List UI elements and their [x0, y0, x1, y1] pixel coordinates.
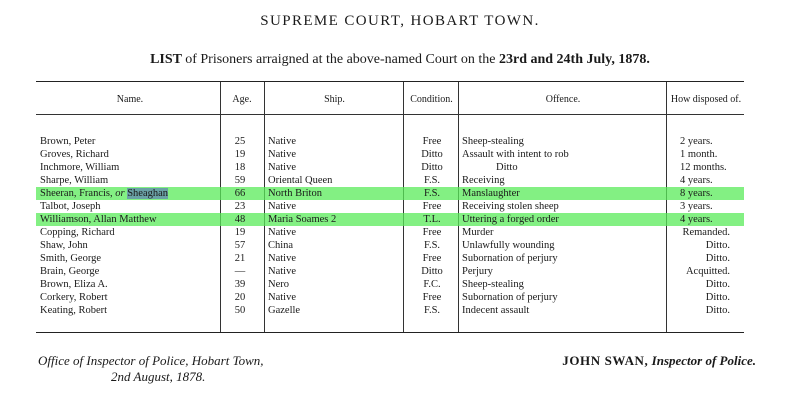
cell-age: 19 — [234, 227, 246, 238]
cell-offence: Indecent assault — [462, 305, 530, 316]
cell-name: Talbot, Joseph — [40, 201, 101, 212]
cell-age: 23 — [234, 201, 246, 212]
cell-disposed: 1 month. — [680, 149, 718, 160]
cell-condition: F.S. — [423, 188, 441, 199]
column-header-ship: Ship. — [324, 94, 345, 105]
cell-condition: Free — [422, 201, 442, 212]
cell-disposed: 8 years. — [680, 188, 713, 199]
cell-condition: Ditto — [421, 149, 443, 160]
alias-or: or — [115, 188, 125, 199]
alias-highlight: Sheaghan — [127, 188, 169, 199]
cell-ship: Gazelle — [268, 305, 301, 316]
cell-offence: Assault with intent to rob — [462, 149, 569, 160]
cell-ship: Native — [268, 227, 296, 238]
cell-name: Smith, George — [40, 253, 102, 264]
cell-disposed: Ditto. — [705, 240, 730, 251]
name-text: Sheeran, Francis, — [40, 188, 113, 199]
cell-ship: Oriental Queen — [268, 175, 333, 186]
office-signature-block — [38, 353, 264, 385]
cell-name: Brown, Peter — [40, 136, 96, 147]
column-header-disposed: How disposed of. — [670, 94, 742, 105]
cell-offence: Murder — [462, 227, 494, 238]
date-line: 2nd August, 1878. — [111, 369, 206, 384]
table-row — [36, 226, 744, 239]
cell-offence: Receiving stolen sheep — [462, 201, 559, 212]
cell-age: 21 — [234, 253, 246, 264]
cell-ship: Native — [268, 162, 296, 173]
prisoner-table — [36, 81, 744, 333]
column-header-condition: Condition. — [410, 94, 453, 105]
cell-offence: Uttering a forged order — [462, 214, 559, 225]
cell-condition: F.S. — [423, 305, 441, 316]
cell-name: Corkery, Robert — [40, 292, 108, 303]
cell-name: Sharpe, William — [40, 175, 109, 186]
cell-condition: T.L. — [423, 214, 441, 225]
signatory-role: Inspector of Police. — [651, 353, 756, 368]
cell-name: Brown, Eliza A. — [40, 279, 108, 290]
column-header-offence: Offence. — [545, 94, 581, 105]
cell-disposed: 4 years. — [680, 214, 713, 225]
document-subtitle — [0, 52, 800, 68]
cell-age: 18 — [234, 162, 246, 173]
offence-ditto: Ditto — [496, 162, 518, 173]
cell-offence: Perjury — [462, 266, 493, 277]
table-row — [36, 265, 744, 278]
signatory-block — [562, 353, 756, 369]
subtitle-tail: 23rd and 24th July, 1878. — [498, 52, 650, 67]
cell-condition: F.C. — [423, 279, 441, 290]
cell-disposed: Ditto. — [705, 253, 730, 264]
cell-age: 19 — [234, 149, 246, 160]
cell-ship: Native — [268, 266, 296, 277]
cell-age: — — [234, 266, 246, 277]
table-row — [36, 304, 744, 317]
table-row — [36, 135, 744, 148]
cell-age: 20 — [234, 292, 246, 303]
table-row — [36, 239, 744, 252]
cell-condition: F.S. — [423, 240, 441, 251]
cell-ship: Maria Soames 2 — [268, 214, 337, 225]
table-row — [36, 278, 744, 291]
cell-age: 25 — [234, 136, 246, 147]
cell-name: Keating, Robert — [40, 305, 108, 316]
office-line: Office of Inspector of Police, Hobart Town, — [38, 353, 264, 368]
cell-offence: Manslaughter — [462, 188, 520, 199]
cell-condition: Free — [422, 227, 442, 238]
table-row-highlighted — [36, 187, 744, 200]
table-row — [36, 252, 744, 265]
cell-age: 66 — [234, 188, 246, 199]
cell-name: Inchmore, William — [40, 162, 120, 173]
cell-age: 48 — [234, 214, 246, 225]
cell-age: 59 — [234, 175, 246, 186]
cell-condition: F.S. — [423, 175, 441, 186]
table-row — [36, 148, 744, 161]
cell-offence: Subornation of perjury — [462, 292, 558, 303]
cell-name: Shaw, John — [40, 240, 88, 251]
cell-disposed: Acquitted. — [685, 266, 730, 277]
table-row-highlighted — [36, 213, 744, 226]
cell-ship: Native — [268, 292, 296, 303]
cell-disposed: Remanded. — [682, 227, 730, 238]
cell-condition: Free — [422, 292, 442, 303]
cell-condition: Ditto — [421, 266, 443, 277]
cell-name: Copping, Richard — [40, 227, 115, 238]
cell-offence: Subornation of perjury — [462, 253, 558, 264]
cell-disposed: 3 years. — [680, 201, 713, 212]
cell-ship: China — [268, 240, 294, 251]
cell-disposed: Ditto. — [705, 292, 730, 303]
cell-name: Brain, George — [40, 266, 100, 277]
cell-offence: Sheep-stealing — [462, 279, 524, 290]
subtitle-mid: of Prisoners arraigned at the above-named Court on the — [185, 52, 496, 67]
column-header-age: Age. — [232, 94, 252, 105]
cell-ship: Native — [268, 201, 296, 212]
cell-offence — [462, 161, 664, 174]
cell-age: 39 — [234, 279, 246, 290]
cell-name: Groves, Richard — [40, 149, 109, 160]
cell-ship: Nero — [268, 279, 289, 290]
table-row — [36, 174, 744, 187]
cell-ship: Native — [268, 253, 296, 264]
cell-ship: Native — [268, 149, 296, 160]
cell-ship: Native — [268, 136, 296, 147]
cell-age: 57 — [234, 240, 246, 251]
cell-disposed: Ditto. — [705, 305, 730, 316]
cell-condition: Ditto — [421, 162, 443, 173]
cell-disposed: 4 years. — [680, 175, 713, 186]
cell-age: 50 — [234, 305, 246, 316]
cell-name — [40, 187, 220, 200]
column-header-name: Name. — [116, 94, 144, 105]
cell-disposed: 2 years. — [680, 136, 713, 147]
cell-condition: Free — [422, 253, 442, 264]
table-row — [36, 161, 744, 174]
cell-condition: Free — [422, 136, 442, 147]
subtitle-lead: LIST — [150, 52, 182, 67]
cell-offence: Receiving — [462, 175, 505, 186]
cell-disposed: Ditto. — [705, 279, 730, 290]
header-divider — [36, 114, 744, 115]
table-row — [36, 291, 744, 304]
table-row — [36, 200, 744, 213]
cell-ship: North Briton — [268, 188, 322, 199]
cell-offence: Sheep-stealing — [462, 136, 524, 147]
cell-name: Williamson, Allan Matthew — [40, 214, 157, 225]
cell-disposed: 12 months. — [680, 162, 727, 173]
document-title: SUPREME COURT, HOBART TOWN. — [260, 13, 540, 29]
signatory-name: JOHN SWAN, — [562, 353, 649, 368]
cell-offence: Unlawfully wounding — [462, 240, 555, 251]
